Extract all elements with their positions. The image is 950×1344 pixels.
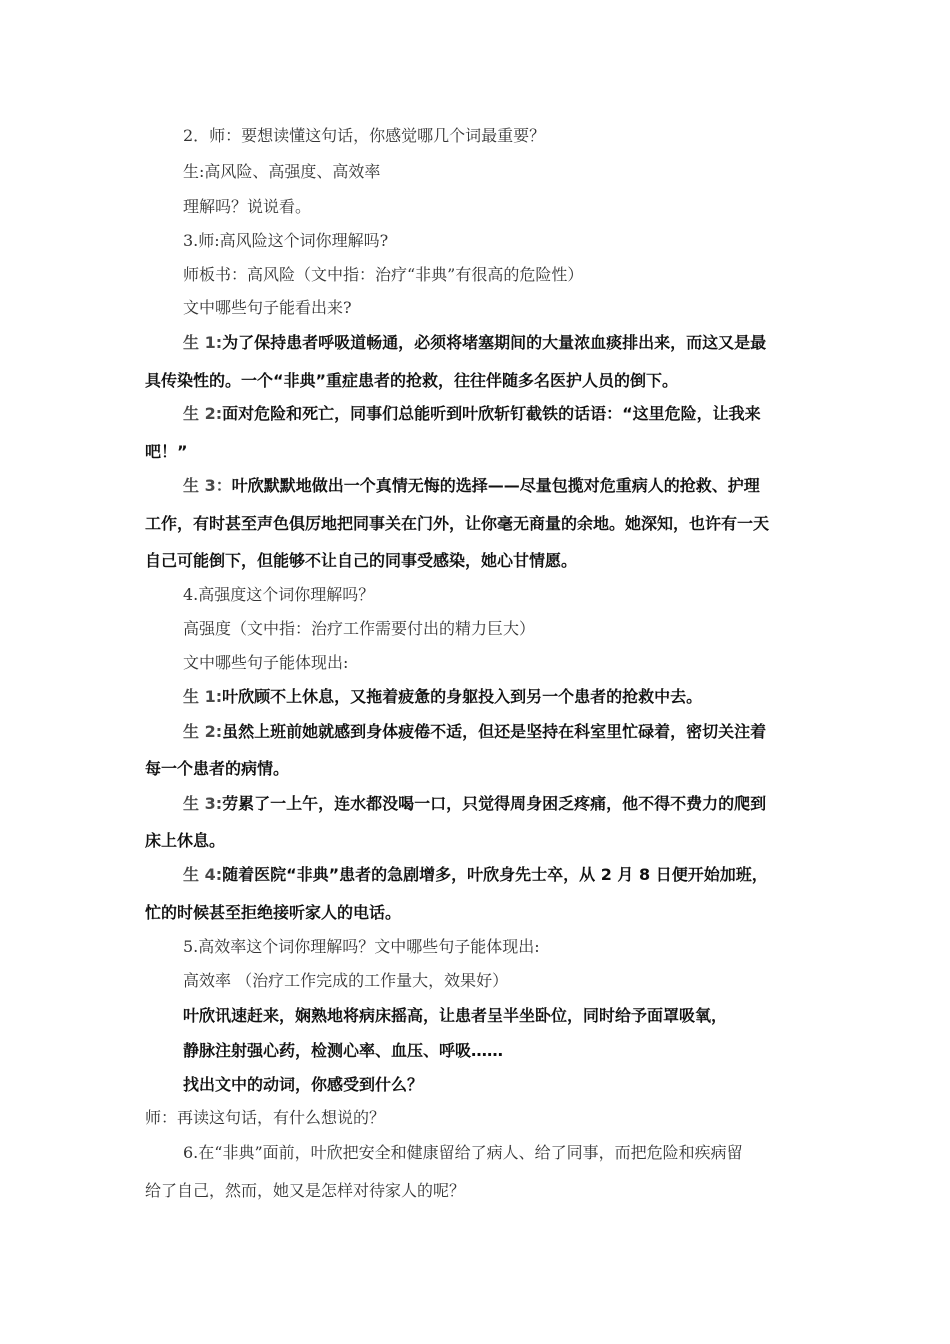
text-line: 静脉注射强心药，检测心率、血压、呼吸…… xyxy=(183,1041,504,1060)
speaker-label: 生 1: xyxy=(183,333,223,352)
text-line: 3.师:高风险这个词你理解吗? xyxy=(183,231,389,250)
quote-text: 虽然上班前她就感到身体疲倦不适，但还是坚持在科室里忙碌着，密切关注着 xyxy=(222,722,767,741)
text-line: 高强度（文中指：治疗工作需要付出的精力巨大） xyxy=(183,619,536,638)
text-line xyxy=(183,404,761,424)
text-line: 师板书：高风险（文中指：治疗“非典”有很高的危险性） xyxy=(183,265,584,284)
quote-text: 随着医院“非典”患者的急剧增多，叶欣身先士卒，从 2 月 8 日便开始加班， xyxy=(222,865,768,884)
speaker-label: 生 3: xyxy=(183,794,223,813)
text-line: 给了自己，然而，她又是怎样对待家人的呢？ xyxy=(145,1181,466,1200)
text-line: 叶欣讯速赶来，娴熟地将病床摇高，让患者呈半坐卧位，同时给予面罩吸氧， xyxy=(183,1006,728,1025)
text-line: 找出文中的动词，你感受到什么？ xyxy=(183,1075,424,1094)
text-line: 具传染性的。一个“非典”重症患者的抢救，往往伴随多名医护人员的倒下。 xyxy=(145,371,679,390)
text-line: 6.在“非典”面前，叶欣把安全和健康留给了病人、给了同事，而把危险和疾病留 xyxy=(183,1143,743,1162)
speaker-label: 生 3： xyxy=(183,476,232,495)
text-line xyxy=(183,722,766,742)
text-line xyxy=(183,476,760,496)
speaker-label: 生 4: xyxy=(183,865,223,884)
quote-text: 叶欣默默地做出一个真情无悔的选择——尽量包揽对危重病人的抢救、护理 xyxy=(231,476,760,495)
speaker-label: 生 1: xyxy=(183,687,223,706)
text-line xyxy=(183,794,766,814)
quote-text: 劳累了一上午，连水都没喝一口，只觉得周身困乏疼痛，他不得不费力的爬到 xyxy=(222,794,767,813)
text-line: 5.高效率这个词你理解吗？文中哪些句子能体现出: xyxy=(183,937,540,956)
text-line: 2．师：要想读懂这句话，你感觉哪几个词最重要？ xyxy=(183,126,546,145)
quote-text: 面对危险和死亡，同事们总能听到叶欣斩钉截铁的话语：“这里危险，让我来 xyxy=(222,404,761,423)
text-line xyxy=(183,333,766,353)
text-line: 忙的时候甚至拒绝接听家人的电话。 xyxy=(145,903,402,922)
quote-text: 叶欣顾不上休息，又拖着疲惫的身躯投入到另一个患者的抢救中去。 xyxy=(222,687,703,706)
text-line: 师：再读这句话，有什么想说的？ xyxy=(145,1108,386,1127)
text-line: 高效率 （治疗工作完成的工作量大，效果好） xyxy=(183,971,509,990)
text-line: 文中哪些句子能看出来? xyxy=(183,298,352,317)
text-line xyxy=(183,865,768,885)
text-line: 自己可能倒下，但能够不让自己的同事受感染，她心甘情愿。 xyxy=(145,551,578,570)
text-line: 吧！” xyxy=(145,442,188,461)
speaker-label: 生 2: xyxy=(183,404,223,423)
text-line xyxy=(183,687,702,707)
text-line: 理解吗？说说看。 xyxy=(183,197,312,216)
text-line: 文中哪些句子能体现出: xyxy=(183,653,349,672)
text-line: 4.高强度这个词你理解吗？ xyxy=(183,585,375,604)
text-line: 床上休息。 xyxy=(145,831,226,850)
speaker-label: 生 2: xyxy=(183,722,223,741)
text-line: 每一个患者的病情。 xyxy=(145,759,290,778)
text-line: 生:高风险、高强度、高效率 xyxy=(183,162,381,181)
text-line: 工作，有时甚至声色俱厉地把同事关在门外，让你毫无商量的余地。她深知，也许有一天 xyxy=(145,514,770,533)
quote-text: 为了保持患者呼吸道畅通，必须将堵塞期间的大量浓血痰排出来，而这又是最 xyxy=(222,333,767,352)
